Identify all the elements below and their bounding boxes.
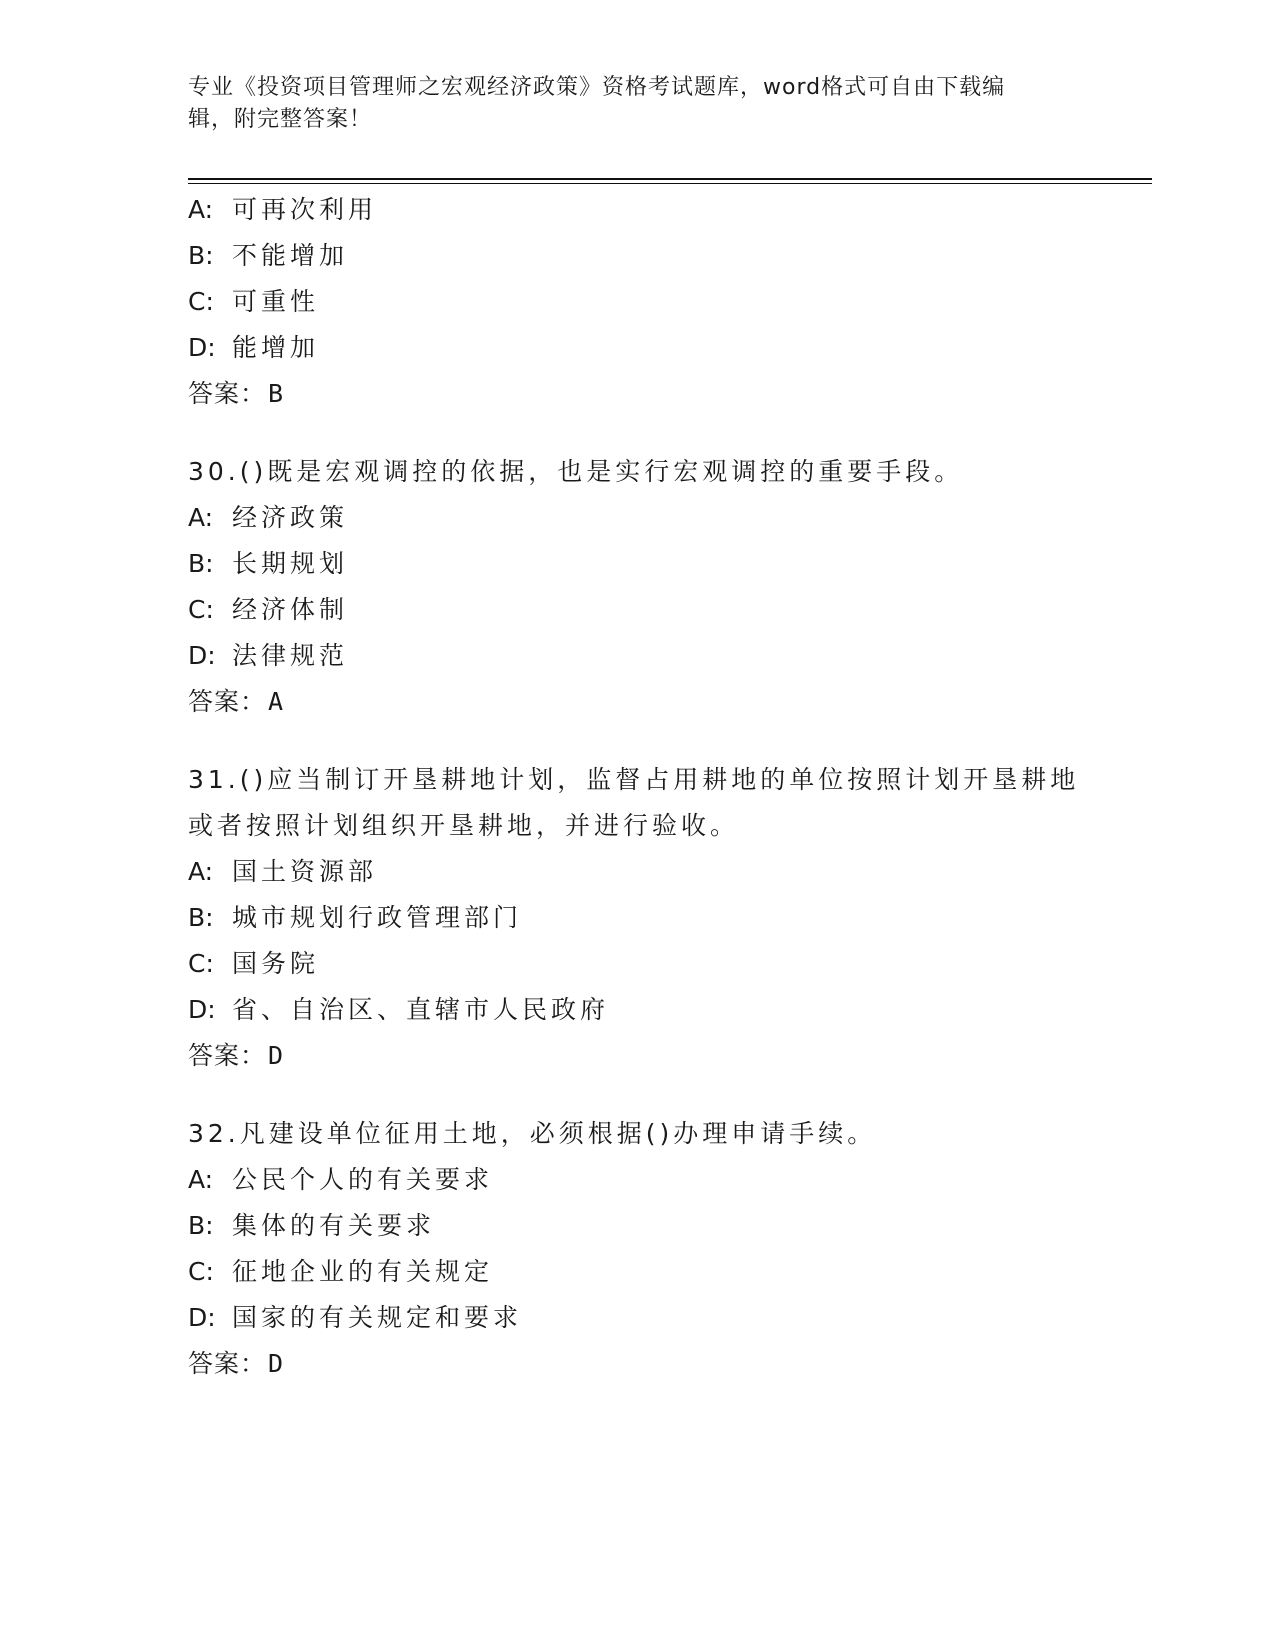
option-b: [188, 233, 1088, 279]
answer-value: D: [268, 1041, 285, 1070]
option-b: [188, 1203, 1088, 1249]
header-line-2: 辑，附完整答案！: [188, 107, 373, 132]
option-a: [188, 1157, 1088, 1203]
option-text: 可重性: [232, 287, 320, 316]
option-c: [188, 1249, 1088, 1295]
option-a: [188, 849, 1088, 895]
option-text: 法律规范: [232, 641, 349, 670]
option-text: 能增加: [232, 333, 320, 362]
question-text: 30.()既是宏观调控的依据，也是实行宏观调控的重要手段。: [188, 457, 964, 486]
option-text: 国土资源部: [232, 857, 378, 886]
answer-value: D: [268, 1349, 285, 1378]
option-letter: A:: [188, 1165, 214, 1194]
option-d: [188, 633, 1088, 679]
option-letter: C:: [188, 287, 214, 316]
answer-label: 答案：: [188, 1349, 267, 1378]
question-29: [188, 187, 1088, 417]
option-text: 国家的有关规定和要求: [232, 1303, 523, 1332]
option-letter: C:: [188, 949, 214, 978]
option-letter: D:: [188, 333, 216, 362]
answer: [188, 1341, 1088, 1387]
header-divider: [188, 178, 1152, 180]
option-text: 不能增加: [232, 241, 349, 270]
option-letter: B:: [188, 903, 214, 932]
answer-label: 答案：: [188, 1041, 267, 1070]
option-text: 省、自治区、直辖市人民政府: [232, 995, 610, 1024]
option-letter: B:: [188, 549, 214, 578]
option-c: [188, 279, 1088, 325]
question-list: [188, 187, 1088, 1419]
option-letter: D:: [188, 1303, 216, 1332]
answer: [188, 1033, 1088, 1079]
page-header: [188, 72, 1068, 136]
answer-value: A: [268, 687, 285, 716]
option-letter: D:: [188, 995, 216, 1024]
option-letter: B:: [188, 1211, 214, 1240]
answer-label: 答案：: [188, 687, 267, 716]
option-d: [188, 325, 1088, 371]
option-text: 城市规划行政管理部门: [232, 903, 523, 932]
option-text: 经济政策: [232, 503, 349, 532]
answer-label: 答案：: [188, 379, 267, 408]
option-a: [188, 495, 1088, 541]
question-text: 32.凡建设单位征用土地，必须根据()办理申请手续。: [188, 1119, 877, 1148]
option-letter: A:: [188, 195, 214, 224]
option-text: 集体的有关要求: [232, 1211, 436, 1240]
header-line-1: 专业《投资项目管理师之宏观经济政策》资格考试题库，word格式可自由下载编: [188, 75, 1006, 100]
question-30: [188, 449, 1088, 725]
option-d: [188, 987, 1088, 1033]
option-letter: C:: [188, 595, 214, 624]
option-text: 公民个人的有关要求: [232, 1165, 494, 1194]
option-text: 国务院: [232, 949, 320, 978]
option-text: 经济体制: [232, 595, 349, 624]
option-b: [188, 541, 1088, 587]
option-b: [188, 895, 1088, 941]
option-letter: D:: [188, 641, 216, 670]
question-text: 31.()应当制订开垦耕地计划，监督占用耕地的单位按照计划开垦耕地或者按照计划组织开垦耕地，并进行验收。: [188, 765, 1080, 840]
option-letter: B:: [188, 241, 214, 270]
option-c: [188, 941, 1088, 987]
question-32: [188, 1111, 1088, 1387]
option-letter: A:: [188, 503, 214, 532]
option-a: [188, 187, 1088, 233]
option-text: 长期规划: [232, 549, 349, 578]
option-text: 征地企业的有关规定: [232, 1257, 494, 1286]
answer: [188, 679, 1088, 725]
option-text: 可再次利用: [232, 195, 378, 224]
question-31: [188, 757, 1088, 1079]
option-d: [188, 1295, 1088, 1341]
option-letter: A:: [188, 857, 214, 886]
answer-value: B: [268, 379, 285, 408]
answer: [188, 371, 1088, 417]
option-c: [188, 587, 1088, 633]
option-letter: C:: [188, 1257, 214, 1286]
